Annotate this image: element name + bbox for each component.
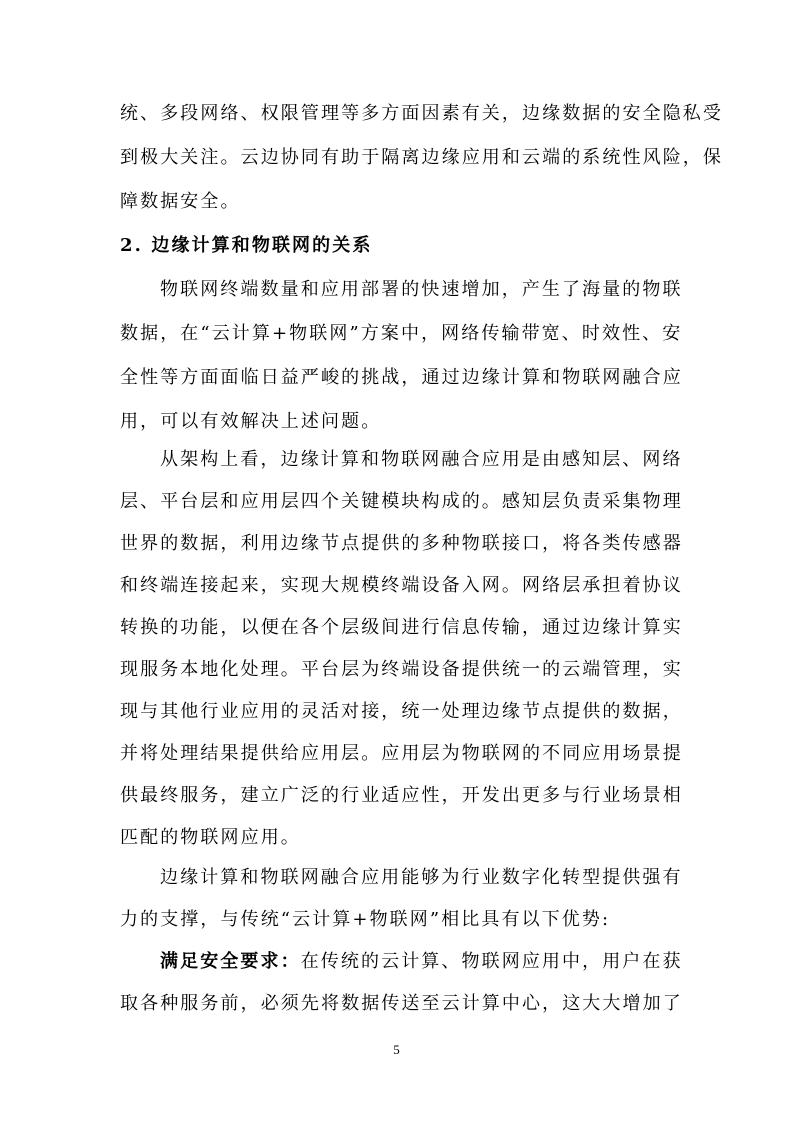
text-line: 匹配的物联网应用。 <box>120 827 301 848</box>
bold-lead: 满足安全要求： <box>160 951 301 972</box>
text-line: 转换的功能，以便在各个层级间进行信息传输，通过边缘计算实 <box>120 617 683 638</box>
text-line: 并将处理结果提供给应用层。应用层为物联网的不同应用场景提 <box>120 743 683 764</box>
text-line: 层、平台层和应用层四个关键模块构成的。感知层负责采集物理 <box>120 491 683 512</box>
text-line: 取各种服务前，必须先将数据传送至云计算中心，这大大增加了 <box>120 993 683 1014</box>
line-text: 在传统的云计算、物联网应用中，用户在获 <box>300 951 683 972</box>
text-line: 和终端连接起来，实现大规模终端设备入网。网络层承担着协议 <box>120 575 683 596</box>
text-line: 用，可以有效解决上述问题。 <box>120 411 382 432</box>
text-line: 数据，在“云计算+物联网”方案中，网络传输带宽、时效性、安 <box>120 323 683 344</box>
text-line: 障数据安全。 <box>120 191 241 212</box>
text-line: 世界的数据，利用边缘节点提供的多种物联接口，将各类传感器 <box>120 533 683 554</box>
text-line: 到极大关注。云边协同有助于隔离边缘应用和云端的系统性风险，保 <box>120 147 723 168</box>
text-line: 边缘计算和物联网融合应用能够为行业数字化转型提供强有 <box>160 867 683 888</box>
section-heading: 2. 边缘计算和物联网的关系 <box>120 235 373 256</box>
text-line: 现服务本地化处理。平台层为终端设备提供统一的云端管理，实 <box>120 659 683 680</box>
text-line: 现与其他行业应用的灵活对接，统一处理边缘节点提供的数据， <box>120 701 683 722</box>
page-number: 5 <box>393 1042 400 1057</box>
text-line: 物联网终端数量和应用部署的快速增加，产生了海量的物联 <box>160 279 683 300</box>
text-line: 力的支撑，与传统“云计算+物联网”相比具有以下优势: <box>120 909 611 930</box>
text-line: 供最终服务，建立广泛的行业适应性，开发出更多与行业场景相 <box>120 785 683 806</box>
text-line <box>160 951 715 973</box>
text-line: 从架构上看，边缘计算和物联网融合应用是由感知层、网络 <box>160 449 683 470</box>
text-line: 全性等方面面临日益严峻的挑战，通过边缘计算和物联网融合应 <box>120 367 683 388</box>
text-line: 统、多段网络、权限管理等多方面因素有关，边缘数据的安全隐私受 <box>120 103 723 124</box>
